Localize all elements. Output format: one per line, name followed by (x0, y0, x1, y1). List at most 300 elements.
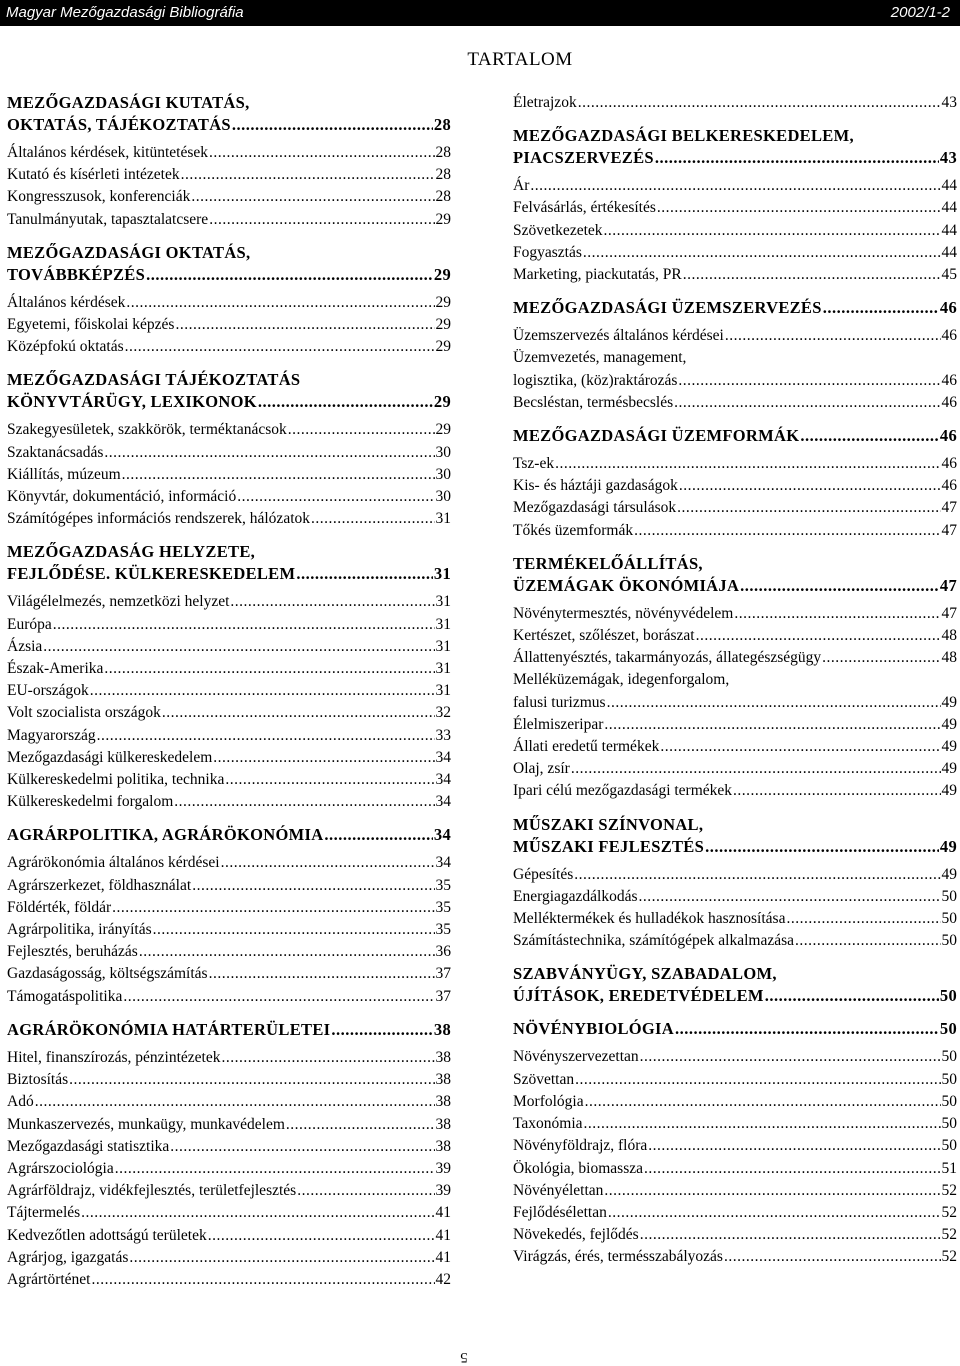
dot-leader (640, 1046, 941, 1068)
entry-text: Marketing, piackutatás, PR (513, 266, 682, 284)
dot-leader (104, 442, 434, 464)
entry-text: logisztika, (köz)raktározás (513, 371, 678, 389)
entry-page-number: 30 (435, 465, 451, 483)
toc-entry[interactable] (513, 1069, 957, 1091)
section-heading-line: SZABVÁNYÜGY, SZABADALOM, (513, 964, 777, 984)
dot-leader (122, 464, 435, 486)
entry-page-number: 41 (435, 1226, 451, 1244)
toc-entry[interactable] (7, 941, 451, 963)
toc-entry[interactable] (7, 1047, 451, 1069)
entry-page-number: 39 (435, 1159, 451, 1177)
entry-page-number: 50 (939, 1019, 957, 1039)
dot-leader (795, 930, 940, 952)
dot-leader (92, 1269, 435, 1291)
dot-leader (574, 864, 940, 886)
section-heading (513, 814, 957, 858)
toc-section (7, 541, 451, 813)
section-heading-line: TERMÉKELŐÁLLÍTÁS, (513, 553, 703, 573)
section-heading-entry[interactable] (7, 114, 451, 136)
entry-text: Becsléstan, termésbecslés (513, 393, 674, 411)
toc-entry[interactable] (7, 1225, 451, 1247)
entry-page-number: 37 (435, 965, 451, 983)
section-heading (7, 242, 451, 286)
entry-page-number: 29 (435, 316, 451, 334)
dot-leader (608, 1202, 941, 1224)
dot-leader (634, 520, 940, 542)
dot-leader (640, 1224, 941, 1246)
entry-page-number: 44 (941, 177, 957, 195)
entry-page-number: 35 (435, 898, 451, 916)
dot-leader (53, 614, 435, 636)
toc-entry[interactable] (7, 1158, 451, 1180)
dot-leader (208, 1225, 435, 1247)
entry-text: Szaktanácsadás (7, 443, 104, 461)
entry-text: Hitel, finanszírozás, pénzintézetek (7, 1048, 221, 1066)
page-header (0, 0, 960, 26)
entry-text: Agrártörténet (7, 1270, 91, 1288)
section-heading-line: MEZŐGAZDASÁGI KUTATÁS, (7, 93, 250, 112)
entry-text: EU-országok (7, 682, 89, 700)
section-heading-entry[interactable] (513, 147, 957, 169)
dot-leader (648, 1135, 940, 1157)
entry-text: Könyvtár, dokumentáció, információ (7, 488, 237, 506)
toc-entry[interactable] (7, 963, 451, 985)
entry-text: AGRÁRÖKONÓMIA HATÁRTERÜLETEI (7, 1019, 331, 1039)
dot-leader (639, 886, 941, 908)
dot-leader (221, 1047, 434, 1069)
entry-text: NÖVÉNYBIOLÓGIA (513, 1019, 674, 1039)
entry-page-number: 30 (435, 488, 451, 506)
dot-leader (734, 603, 940, 625)
toc-entry[interactable] (513, 1246, 957, 1268)
toc-entry[interactable] (513, 220, 957, 242)
entry-page-number: 44 (941, 221, 957, 239)
toc-entry[interactable] (7, 292, 451, 314)
dot-leader (129, 1247, 434, 1269)
dot-leader (112, 897, 434, 919)
toc-entry[interactable] (513, 625, 957, 647)
toc-section (513, 814, 957, 953)
entry-page-number: 49 (941, 693, 957, 711)
entry-page-number: 46 (941, 477, 957, 495)
toc-entry[interactable] (7, 164, 451, 186)
toc-entry[interactable] (513, 520, 957, 542)
entry-text: Növekedés, fejlődés (513, 1226, 639, 1244)
toc-entry[interactable] (513, 714, 957, 736)
toc-entry[interactable] (7, 209, 451, 231)
toc-entry[interactable] (513, 475, 957, 497)
entry-page-number: 29 (435, 421, 451, 439)
entry-page-number: 52 (941, 1226, 957, 1244)
toc-section (513, 425, 957, 542)
toc-entry[interactable] (7, 1269, 451, 1291)
entry-text: Tájtermelés (7, 1204, 81, 1222)
entry-text: MŰSZAKI FEJLESZTÉS (513, 836, 705, 856)
toc-entry[interactable] (7, 486, 451, 508)
entry-text: Felvásárlás, értékesítés (513, 199, 656, 217)
entry-text: Kertészet, szőlészet, borászat (513, 627, 695, 645)
entry-text: Agrárföldrajz, vidékfejlesztés, területfejlesztés (7, 1182, 297, 1200)
entry-page-number: 38 (433, 1019, 451, 1039)
publication-title: Magyar Mezőgazdasági Bibliográfia (6, 4, 244, 21)
toc-entry[interactable] (7, 336, 451, 358)
entry-text-line: Melléküzemágak, idegenforgalom, (513, 671, 730, 689)
entry-text: OKTATÁS, TÁJÉKOZTATÁS (7, 115, 231, 134)
entry-page-number: 38 (435, 1071, 451, 1089)
entry-page-number: 49 (941, 715, 957, 733)
toc-entry[interactable] (7, 747, 451, 769)
entry-text: Magyarország (7, 726, 96, 744)
toc-section (513, 297, 957, 414)
toc-entry[interactable] (7, 1091, 451, 1113)
entry-page-number: 46 (941, 371, 957, 389)
dot-leader (209, 209, 434, 231)
toc-entry[interactable] (513, 692, 957, 714)
entry-page-number: 29 (433, 392, 451, 412)
entry-text: Szövetkezetek (513, 221, 603, 239)
entry-page-number: 47 (941, 499, 957, 517)
dot-leader (162, 702, 435, 724)
entry-text: Melléktermékek és hulladékok hasznosítása (513, 910, 786, 928)
entry-text: Ár (513, 177, 530, 195)
entry-text: Növényszervezettan (513, 1048, 639, 1066)
section-heading-entry[interactable] (7, 264, 451, 286)
toc-entry[interactable] (513, 453, 957, 475)
toc-entry[interactable] (7, 919, 451, 941)
entry-text: Fogyasztás (513, 243, 582, 261)
toc-entry[interactable] (7, 875, 451, 897)
entry-page-number: 38 (435, 1137, 451, 1155)
dot-leader (725, 325, 941, 347)
entry-text: Kedvezőtlen adottságú területek (7, 1226, 207, 1244)
entry-text: Szövettan (513, 1070, 575, 1088)
toc-entry[interactable] (7, 702, 451, 724)
section-heading-entry[interactable] (7, 824, 451, 846)
dot-leader (123, 986, 434, 1008)
entry-page-number: 46 (939, 426, 957, 446)
entry-page-number: 49 (941, 760, 957, 778)
entry-page-number: 44 (941, 199, 957, 217)
entry-text: Agrárszerkezet, földhasználat (7, 876, 192, 894)
toc-entry[interactable] (7, 442, 451, 464)
toc-entry[interactable] (7, 1136, 451, 1158)
toc-entry[interactable] (7, 186, 451, 208)
entry-text: Ázsia (7, 637, 43, 655)
toc-entry[interactable] (513, 1113, 957, 1135)
entry-page-number: 49 (941, 865, 957, 883)
entry-text: Számítógépes információs rendszerek, hálózatok (7, 510, 310, 528)
section-heading-entry[interactable] (7, 563, 451, 585)
entry-text: Ökológia, biomassza (513, 1159, 644, 1177)
entry-page-number: 47 (941, 604, 957, 622)
dot-leader (324, 824, 432, 846)
toc-entry[interactable] (513, 1046, 957, 1068)
entry-page-number: 46 (941, 393, 957, 411)
dot-leader (677, 497, 940, 519)
entry-text: TOVÁBBKÉPZÉS (7, 264, 146, 284)
entry-text: Morfológia (513, 1092, 584, 1110)
toc-right-column (513, 92, 957, 1280)
dot-leader (683, 264, 941, 286)
entry-page-number: 35 (435, 921, 451, 939)
dot-leader (191, 186, 434, 208)
toc-section (7, 242, 451, 359)
toc-entry[interactable] (7, 142, 451, 164)
entry-text: Kiállítás, múzeum (7, 465, 121, 483)
entry-text: Biztosítás (7, 1071, 69, 1089)
toc-entry[interactable] (513, 758, 957, 780)
toc-entry[interactable] (7, 508, 451, 530)
section-heading (7, 824, 451, 846)
entry-page-number: 33 (435, 726, 451, 744)
section-heading-line: MEZŐGAZDASÁGI TÁJÉKOZTATÁS (7, 370, 301, 390)
toc-entry[interactable] (513, 370, 957, 392)
toc-entry[interactable] (513, 242, 957, 264)
entry-text: Agrárpolitika, irányítás (7, 921, 152, 939)
entry-text: Volt szocialista országok (7, 704, 161, 722)
entry-text: Fejlesztés, beruházás (7, 943, 138, 961)
entry-page-number: 34 (433, 825, 451, 845)
toc-entry[interactable] (7, 680, 451, 702)
entry-page-number: 28 (435, 188, 451, 206)
toc-entry[interactable] (7, 314, 451, 336)
toc-entry[interactable] (513, 175, 957, 197)
dot-leader (288, 419, 435, 441)
dot-leader (584, 1113, 941, 1135)
dot-leader (146, 264, 433, 286)
entry-page-number: 48 (941, 649, 957, 667)
section-heading-entry[interactable] (513, 985, 957, 1007)
dot-leader (170, 1136, 434, 1158)
entry-text: Növényföldrajz, flóra (513, 1137, 648, 1155)
section-heading-entry[interactable] (513, 425, 957, 447)
page-title: TARTALOM (467, 49, 573, 70)
toc-entry[interactable] (513, 197, 957, 219)
entry-page-number: 35 (435, 876, 451, 894)
dot-leader (678, 370, 940, 392)
toc-entry[interactable] (513, 603, 957, 625)
section-heading-entry[interactable] (513, 1018, 957, 1040)
entry-page-number: 30 (435, 443, 451, 461)
entry-text: MEZŐGAZDASÁGI ÜZEMSZERVEZÉS (513, 298, 822, 318)
section-heading (513, 553, 957, 597)
page-number: 5 (460, 1349, 468, 1365)
dot-leader (822, 647, 940, 669)
section-heading-line: MŰSZAKI SZÍNVONAL, (513, 814, 704, 834)
entry-page-number: 38 (435, 1048, 451, 1066)
toc-entry[interactable] (7, 614, 451, 636)
entry-text: Fejlődésélettan (513, 1203, 607, 1221)
dot-leader (213, 747, 434, 769)
toc-section (513, 1018, 957, 1268)
toc-section (7, 92, 451, 231)
toc-entry[interactable] (7, 658, 451, 680)
toc-entry[interactable] (513, 392, 957, 414)
dot-leader (585, 1091, 941, 1113)
toc-entry[interactable] (7, 1180, 451, 1202)
toc-section (513, 553, 957, 803)
entry-text: Tőkés üzemformák (513, 521, 634, 539)
entry-page-number: 50 (941, 932, 957, 950)
dot-leader (604, 714, 940, 736)
toc-entry[interactable] (513, 886, 957, 908)
toc-entry[interactable] (7, 419, 451, 441)
entry-text: AGRÁRPOLITIKA, AGRÁRÖKONÓMIA (7, 825, 324, 845)
entry-text: Adó (7, 1093, 34, 1111)
toc-entry[interactable] (7, 852, 451, 874)
toc-entry[interactable] (7, 1114, 451, 1136)
entry-text: Energiagazdálkodás (513, 887, 638, 905)
entry-page-number: 46 (941, 327, 957, 345)
toc-entry[interactable] (513, 1091, 957, 1113)
entry-page-number: 48 (941, 627, 957, 645)
section-heading-entry[interactable] (513, 836, 957, 858)
entry-text: Külkereskedelmi forgalom (7, 793, 174, 811)
entry-text: Tsz-ek (513, 455, 555, 473)
entry-text: Mezőgazdasági társulások (513, 499, 677, 517)
dot-leader (43, 636, 434, 658)
entry-text: Növénytermesztés, növényvédelem (513, 604, 734, 622)
dot-leader (555, 453, 940, 475)
dot-leader (126, 292, 434, 314)
entry-page-number: 36 (435, 943, 451, 961)
entry-page-number: 43 (941, 94, 957, 111)
toc-entry[interactable] (7, 791, 451, 813)
toc-entry[interactable] (513, 92, 957, 114)
entry-page-number: 44 (941, 243, 957, 261)
toc-entry[interactable] (7, 1202, 451, 1224)
dot-leader (733, 780, 940, 802)
section-heading (513, 1018, 957, 1040)
entry-page-number: 31 (435, 510, 451, 528)
dot-leader (660, 736, 940, 758)
toc-entry[interactable] (513, 930, 957, 952)
entry-page-number: 49 (941, 738, 957, 756)
entry-page-number: 50 (941, 1092, 957, 1110)
toc-entry[interactable] (513, 325, 957, 347)
dot-leader (230, 591, 434, 613)
entry-page-number: 28 (435, 166, 451, 184)
dot-leader (139, 941, 435, 963)
toc-entry[interactable] (513, 1180, 957, 1202)
dot-leader (607, 692, 941, 714)
entry-page-number: 46 (939, 298, 957, 318)
dot-leader (115, 1158, 435, 1180)
entry-text: Középfokú oktatás (7, 338, 124, 356)
dot-leader (575, 1069, 940, 1091)
dot-leader (192, 875, 434, 897)
toc-entry[interactable] (7, 725, 451, 747)
entry-text: ÜZEMÁGAK ÖKONÓMIÁJA (513, 575, 740, 595)
toc-entry[interactable] (513, 647, 957, 669)
entry-page-number: 50 (939, 986, 957, 1006)
dot-leader (237, 486, 434, 508)
section-heading (7, 92, 451, 136)
entry-page-number: 29 (435, 293, 451, 311)
entry-page-number: 31 (435, 593, 451, 611)
entry-page-number: 49 (941, 782, 957, 800)
entry-page-number: 51 (941, 1159, 957, 1177)
toc-entry[interactable] (513, 1224, 957, 1246)
dot-leader (311, 508, 435, 530)
dot-leader (644, 1158, 940, 1180)
dot-leader (225, 769, 434, 791)
toc-entry[interactable] (7, 897, 451, 919)
toc-entry[interactable] (7, 986, 451, 1008)
toc-section (7, 369, 451, 530)
toc-section (7, 1019, 451, 1291)
dot-leader (209, 142, 434, 164)
entry-text: Ipari célú mezőgazdasági termékek (513, 782, 733, 800)
entry-text: Szakegyesületek, szakkörök, terméktanácsok (7, 421, 287, 439)
toc-entry[interactable] (513, 264, 957, 286)
entry-page-number: 34 (435, 771, 451, 789)
entry-text: Agrárszociológia (7, 1159, 114, 1177)
section-heading-entry[interactable] (7, 1019, 451, 1041)
entry-text: Agrárjog, igazgatás (7, 1248, 129, 1266)
section-heading (513, 125, 957, 169)
toc-entry[interactable] (7, 464, 451, 486)
dot-leader (578, 92, 941, 114)
entry-page-number: 28 (433, 115, 451, 134)
dot-leader (90, 680, 435, 702)
entry-text: Általános kérdések, kitüntetések (7, 144, 209, 161)
toc-entry[interactable] (513, 497, 957, 519)
entry-page-number: 34 (435, 748, 451, 766)
entry-text: Európa (7, 615, 52, 633)
entry-text: Élelmiszeripar (513, 715, 604, 733)
section-heading-entry[interactable] (513, 575, 957, 597)
entry-text: Támogatáspolitika (7, 987, 123, 1005)
toc-entry[interactable] (513, 780, 957, 802)
entry-page-number: 38 (435, 1093, 451, 1111)
section-heading (7, 1019, 451, 1041)
toc-entry[interactable] (513, 1202, 957, 1224)
entry-text: Mezőgazdasági statisztika (7, 1137, 170, 1155)
toc-entry[interactable] (513, 1158, 957, 1180)
toc-entry[interactable] (7, 769, 451, 791)
section-heading-entry[interactable] (513, 297, 957, 319)
entry-page-number: 32 (435, 704, 451, 722)
toc-entry[interactable] (7, 636, 451, 658)
entry-page-number: 45 (941, 266, 957, 284)
entry-page-number: 50 (941, 1115, 957, 1133)
entry-page-number: 41 (435, 1204, 451, 1222)
dot-leader (786, 908, 940, 930)
toc-entry[interactable] (513, 1135, 957, 1157)
toc-entry[interactable] (7, 1069, 451, 1091)
entry-text: Kongresszusok, konferenciák (7, 188, 191, 206)
entry-page-number: 31 (435, 682, 451, 700)
entry-text: Külkereskedelmi politika, technika (7, 771, 225, 789)
entry-text: ÚJÍTÁSOK, EREDETVÉDELEM (513, 986, 764, 1006)
section-heading-entry[interactable] (7, 391, 451, 413)
toc-entry[interactable] (513, 736, 957, 758)
issue-number: 2002/1-2 (890, 4, 950, 21)
toc-entry[interactable] (513, 864, 957, 886)
entry-page-number: 52 (941, 1248, 957, 1266)
section-heading-line: MEZŐGAZDASÁG HELYZETE, (7, 542, 256, 562)
dot-leader (232, 114, 433, 136)
entry-page-number: 31 (433, 564, 451, 584)
toc-entry[interactable] (7, 591, 451, 613)
entry-text: Üzemszervezés általános kérdései (513, 327, 724, 345)
toc-entry[interactable] (7, 1247, 451, 1269)
entry-text: Virágzás, érés, termésszabályozás (513, 1248, 723, 1266)
dot-leader (35, 1091, 435, 1113)
dot-leader (765, 985, 939, 1007)
toc-entry[interactable] (513, 908, 957, 930)
